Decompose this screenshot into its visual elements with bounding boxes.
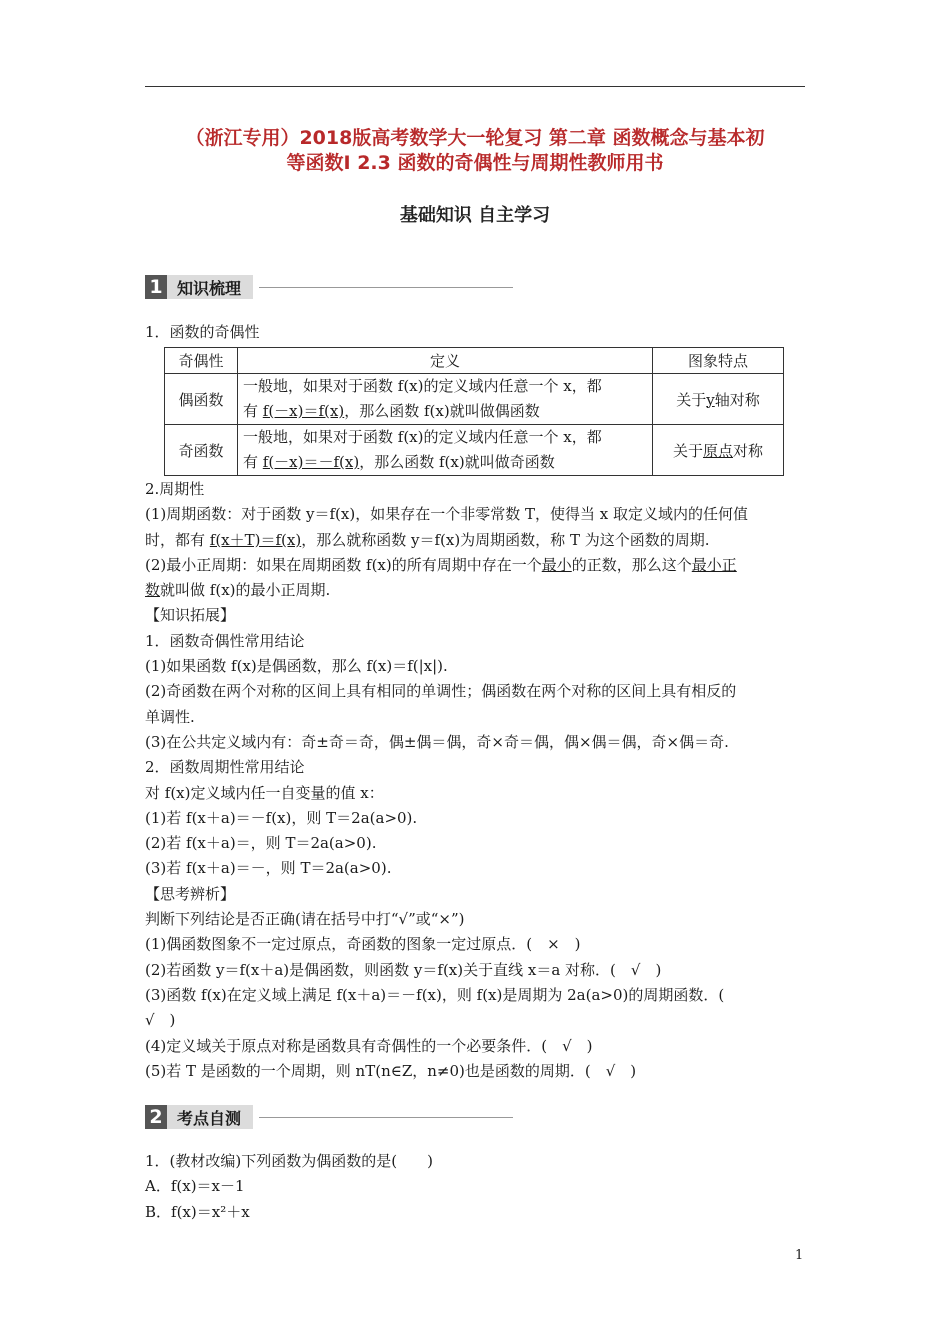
section-label: 知识梳理 [167, 275, 253, 299]
thinking-heading: 【思考辨析】 [145, 884, 236, 903]
section-number: 1 [145, 275, 167, 299]
row-name-cell: 偶函数 [165, 374, 238, 425]
section-subtitle: 基础知识 自主学习 [399, 205, 551, 226]
body-text [145, 477, 810, 1084]
extension-line: 单调性. [145, 707, 195, 726]
thinking-line: (5)若 T 是函数的一个周期，则 nT(n∈Z，n≠0)也是函数的周期．( √ ) [145, 1061, 637, 1080]
row-feature-cell [653, 374, 784, 425]
extension-line: (3)在公共定义域内有：奇±奇＝奇，偶±偶＝偶，奇×奇＝偶，偶×偶＝偶，奇×偶＝奇. [145, 732, 729, 751]
parity-heading: 1．函数的奇偶性 [145, 323, 260, 341]
thinking-line: (4)定义域关于原点对称是函数具有奇偶性的一个必要条件．( √ ) [145, 1036, 593, 1055]
paragraph-text: (2)最小正周期：如果在周期函数 f(x)的所有周期中存在一个 [145, 555, 542, 574]
extension-line: (1)如果函数 f(x)是偶函数，那么 f(x)＝f(|x|). [145, 657, 448, 676]
extension-line: 对 f(x)定义域内任一自变量的值 x： [145, 783, 384, 802]
extension-line: (2)若 f(x＋a)＝，则 T＝2a(a>0). [145, 834, 377, 853]
paragraph-line [145, 528, 810, 553]
underlined-formula: f(x＋T)＝f(x) [209, 530, 302, 549]
feature-text: 对称 [733, 441, 764, 460]
periodicity-heading: 2.周期性 [145, 480, 205, 498]
parity-table [164, 347, 784, 476]
table-header-row [165, 348, 784, 374]
paragraph-line [145, 553, 810, 578]
definition-text: ，那么函数 f(x)就叫做奇函数 [359, 453, 555, 471]
table-row [165, 374, 784, 425]
paragraph-text: ，那么就称函数 y＝f(x)为周期函数，称 T 为这个函数的周期. [301, 530, 710, 549]
table-row [165, 425, 784, 476]
table-header-cell: 图象特点 [653, 348, 784, 374]
quiz-option: B．f(x)＝x²＋x [145, 1202, 250, 1221]
underlined-answer: 数 [145, 581, 161, 600]
definition-formula: f(－x)＝－f(x) [262, 453, 360, 471]
table-header-cell: 奇偶性 [165, 348, 238, 374]
parity-heading-block [145, 320, 810, 345]
feature-text: 轴对称 [714, 390, 760, 409]
underlined-answer: 最小正 [691, 555, 737, 574]
definition-line: 一般地，如果对于函数 f(x)的定义域内任意一个 x，都 [243, 428, 602, 446]
title-line-1: （浙江专用）2018版高考数学大一轮复习 第二章 函数概念与基本初 [185, 127, 765, 149]
quiz-question: 1．(教材改编)下列函数为偶函数的是( ) [145, 1152, 433, 1170]
thinking-line: √ ) [145, 1011, 176, 1030]
page-number: 1 [795, 1248, 804, 1263]
section-number: 2 [145, 1105, 167, 1129]
title-line-2: 等函数Ⅰ 2.3 函数的奇偶性与周期性教师用书 [286, 152, 664, 174]
section-rule [259, 1117, 513, 1118]
section-label: 考点自测 [167, 1105, 253, 1129]
extension-line: (3)若 f(x＋a)＝－，则 T＝2a(a>0). [145, 859, 392, 878]
feature-text: 关于 [676, 390, 707, 409]
header-rule [145, 86, 805, 87]
thinking-line: (3)函数 f(x)在定义域上满足 f(x＋a)＝－f(x)，则 f(x)是周期为 2a(a>0)的周期函数．( [145, 985, 725, 1004]
definition-text: ，那么函数 f(x)就叫做偶函数 [344, 402, 540, 420]
extension-line: (1)若 f(x＋a)＝－f(x)，则 T＝2a(a>0). [145, 808, 418, 827]
extension-line: (2)奇函数在两个对称的区间上具有相同的单调性；偶函数在两个对称的区间上具有相反的 [145, 682, 737, 701]
paragraph-text: 就叫做 f(x)的最小正周期. [160, 581, 331, 600]
definition-line: 一般地，如果对于函数 f(x)的定义域内任意一个 x，都 [243, 377, 602, 395]
definition-text: 有 [243, 402, 263, 420]
definition-formula: f(－x)＝f(x) [262, 402, 345, 420]
feature-answer: y [706, 390, 715, 409]
paragraph-text: 时，都有 [145, 530, 210, 549]
paragraph-text: 的正数，那么这个 [571, 555, 692, 574]
row-name-cell: 奇函数 [165, 425, 238, 476]
paragraph-line [145, 578, 810, 603]
extension-heading: 【知识拓展】 [145, 606, 236, 625]
thinking-line: (1)偶函数图象不一定过原点，奇函数的图象一定过原点．( × ) [145, 935, 581, 954]
feature-text: 关于 [672, 441, 703, 460]
feature-answer: 原点 [702, 441, 733, 460]
row-definition-cell [238, 374, 653, 425]
extension-line: 2．函数周期性常用结论 [145, 758, 305, 777]
paragraph-line: (1)周期函数：对于函数 y＝f(x)，如果存在一个非零常数 T，使得当 x 取定义域内的任何值 [145, 505, 748, 524]
thinking-line: (2)若函数 y＝f(x＋a)是偶函数，则函数 y＝f(x)关于直线 x＝a 对称．( √ ) [145, 960, 662, 979]
quiz-block [145, 1149, 810, 1225]
row-feature-cell [653, 425, 784, 476]
section-header-selftest [145, 1104, 513, 1130]
document-title [145, 126, 805, 176]
section-rule [259, 287, 513, 288]
extension-line: 1．函数奇偶性常用结论 [145, 631, 305, 650]
thinking-line: 判断下列结论是否正确(请在括号中打“√”或“×”) [145, 910, 465, 929]
quiz-option: A．f(x)＝x－1 [145, 1177, 245, 1196]
definition-line [243, 450, 647, 475]
row-definition-cell [238, 425, 653, 476]
section-header-knowledge [145, 274, 513, 300]
definition-text: 有 [243, 453, 263, 471]
table-header-cell: 定义 [238, 348, 653, 374]
underlined-answer: 最小 [541, 555, 572, 574]
definition-line [243, 399, 647, 424]
